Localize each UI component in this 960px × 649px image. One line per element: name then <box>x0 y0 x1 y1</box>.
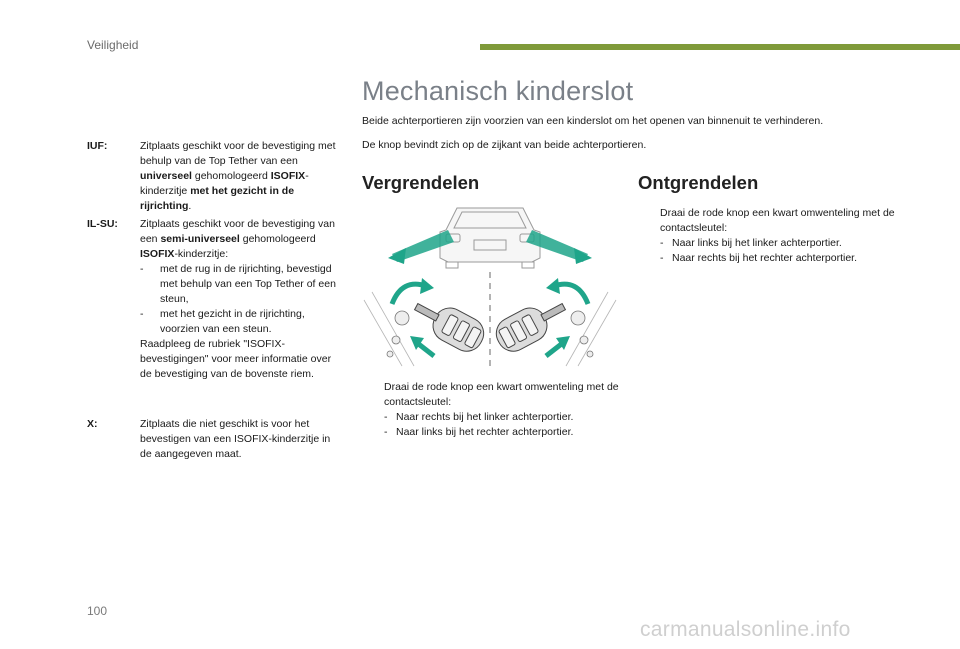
sub-item: - Naar links bij het linker achterportier. <box>660 237 842 249</box>
definition-term: IL-SU: <box>87 218 118 230</box>
definition-term: X: <box>87 418 98 430</box>
bullet-item: Draai de rode knop een kwart omwenteling met de contactsleutel: <box>638 206 898 236</box>
page-title: Mechanisch kinderslot <box>362 76 634 106</box>
definition-note: Raadpleeg de rubriek "ISOFIX-bevestigingen" voor meer informatie over de bevestiging van de bovenste riem. <box>140 338 332 380</box>
definition-body: Zitplaats geschikt voor de bevestiging met behulp van de Top Tether van een universeel gehomologeerd ISOFIX-kinderzitje met het gezicht in de rijrichting. <box>140 140 336 212</box>
illustration-svg <box>362 200 618 368</box>
dash-item: - met het gezicht in de rijrichting, voorzien van een steun. <box>140 308 305 335</box>
dash-item: - met de rug in de rijrichting, bevestigd met behulp van een Top Tether of een steun, <box>140 263 336 305</box>
intro-paragraph: Beide achterportieren zijn voorzien van een kinderslot om het openen van binnenuit te verhinderen. <box>362 115 824 127</box>
lock-instructions <box>362 380 622 440</box>
heading-lock: Vergrendelen <box>362 172 480 193</box>
sub-item: - Naar links bij het rechter achterportier. <box>384 426 574 438</box>
header-accent-bar <box>480 44 960 50</box>
definition-x <box>87 417 337 462</box>
watermark: carmanualsonline.info <box>640 618 851 641</box>
car-rear-icon <box>440 208 540 268</box>
definition-body: Zitplaats geschikt voor de bevestiging van een semi-universeel gehomologeerd ISOFIX-kinderzitje: - met de rug in de rijrichting, bevestigd met behulp van een Top Tether of een steun, - met het gezicht in de rijrichting, voorzien van een steun. Raadpleeg de rubriek "ISOFIX-bevestigingen" voor meer informatie over de bevestiging van de bovenste riem. <box>140 218 336 380</box>
definition-term: IUF: <box>87 140 108 152</box>
definition-body: Zitplaats die niet geschikt is voor het bevestigen van een ISOFIX-kinderzitje in de aangegeven maat. <box>140 418 331 460</box>
child-lock-illustration <box>362 200 618 368</box>
sub-item: - Naar rechts bij het linker achterportier. <box>384 411 574 423</box>
bullet-icon <box>362 380 384 410</box>
heading-unlock: Ontgrendelen <box>638 172 759 193</box>
page-number: 100 <box>87 604 108 618</box>
location-paragraph: De knop bevindt zich op de zijkant van beide achterportieren. <box>362 139 647 151</box>
sub-item: - Naar rechts bij het rechter achterportier. <box>660 252 858 264</box>
bullet-icon <box>638 206 660 236</box>
definition-il-su <box>87 217 337 382</box>
unlock-instructions <box>638 206 898 266</box>
definition-iuf <box>87 139 337 214</box>
bullet-item: Draai de rode knop een kwart omwenteling met de contactsleutel: <box>362 380 622 410</box>
section-label: Veiligheid <box>87 38 139 52</box>
